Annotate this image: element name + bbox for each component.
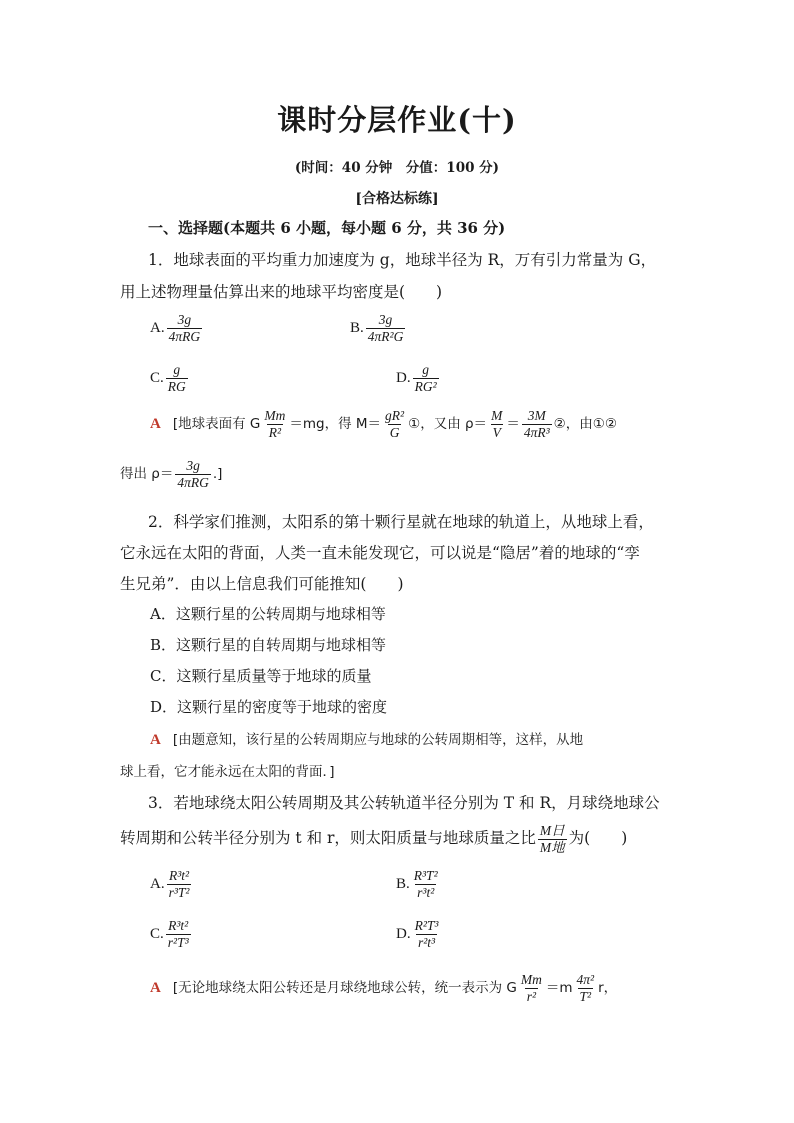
- q2-option-a: A．这颗行星的公转周期与地球相等: [150, 605, 386, 623]
- q1-option-c: [150, 362, 190, 394]
- option-fraction: $\frac{3g}{\text{4πRG}}$: [168, 312, 201, 344]
- option-fraction: $\frac{\text{R³t²}}{\text{r³T²}}$: [168, 868, 190, 900]
- q2-explanation-line1: A [由题意知，该行星的公转周期应与地球的公转周期相等，这样，从地: [150, 732, 584, 748]
- option-fraction: $\frac{\text{R³T²}}{\text{r³t²}}$: [413, 868, 438, 900]
- q1-explanation-line1: A [地球表面有 G $\frac{Mm}{\text{R²}}$ ＝mg，得 M＝ $\frac{\text{gR²}}{G}$ ①，又由 ρ＝ $\frac{M}{V}$ ＝ $\frac{3M}{\text{4πR³}}$ ②，由①②: [150, 408, 617, 440]
- option-label: B.: [396, 876, 410, 893]
- q3-option-b: [396, 868, 442, 900]
- q2-stem-line3: 生兄弟”．由以上信息我们可能推知( ): [120, 575, 404, 593]
- level-tag: [合格达标练]: [355, 191, 439, 207]
- q1-explanation-line2: 得出 ρ＝ $\frac{3g}{\text{4πRG}}$ .]: [120, 458, 223, 490]
- answer-letter: A: [150, 732, 161, 748]
- section-heading: 一、选择题(本题共 6 小题，每小题 6 分，共 36 分): [148, 219, 506, 237]
- q2-option-b: B．这颗行星的自转周期与地球相等: [150, 636, 387, 654]
- q3-stem-line2: 转周期和公转半径分别为 t 和 r，则太阳质量与地球质量之比 $\frac{\text{M日}}{\text{M地}}$ 为( ): [120, 823, 628, 855]
- option-label: C.: [150, 370, 164, 387]
- option-label: A.: [150, 320, 165, 337]
- answer-letter: A: [150, 416, 161, 433]
- q2-stem-line2: 它永远在太阳的背面，人类一直未能发现它，可以说是“隐居”着的地球的“孪: [120, 544, 640, 562]
- option-label: A.: [150, 876, 165, 893]
- q1-stem-line1: 1．地球表面的平均重力加速度为 g，地球半径为 R，万有引力常量为 G，: [148, 251, 657, 269]
- answer-letter: A: [150, 980, 161, 997]
- q1-stem-line2: 用上述物理量估算出来的地球平均密度是( ): [120, 283, 443, 301]
- q2-explanation-line2: 球上看，它才能永远在太阳的背面．]: [120, 764, 335, 780]
- q3-option-d: [396, 918, 442, 950]
- option-label: D.: [396, 926, 411, 943]
- page-title: 课时分层作业(十): [277, 103, 517, 137]
- q2-option-c: C．这颗行星质量等于地球的质量: [150, 667, 372, 685]
- time-score-info: (时间：40 分钟 分值：100 分): [294, 160, 500, 176]
- option-fraction: $\frac{g}{\text{RG²}}$: [414, 362, 437, 394]
- q3-explanation-line1: A [无论地球绕太阳公转还是月球绕地球公转，统一表示为 G $\frac{Mm}{\text{r²}}$ ＝m $\frac{\text{4π²}}{\text{T²}}$ r，: [150, 972, 618, 1004]
- option-fraction: $\frac{g}{RG}$: [167, 362, 186, 394]
- q1-option-d: [396, 362, 441, 394]
- q3-stem-line1: 3．若地球绕太阳公转周期及其公转轨道半径分别为 T 和 R，月球绕地球公: [148, 794, 660, 812]
- option-fraction: $\frac{\text{R³t²}}{\text{r²T³}}$: [167, 918, 189, 950]
- option-fraction: $\frac{\text{R²T³}}{\text{r²t³}}$: [414, 918, 439, 950]
- option-label: D.: [396, 370, 411, 387]
- q1-option-b: [350, 312, 407, 344]
- q3-option-c: [150, 918, 193, 950]
- option-label: B.: [350, 320, 364, 337]
- q2-stem-line1: 2．科学家们推测，太阳系的第十颗行星就在地球的轨道上，从地球上看，: [148, 513, 654, 531]
- option-fraction: $\frac{3g}{\text{4πR²G}}$: [367, 312, 404, 344]
- option-label: C.: [150, 926, 164, 943]
- q1-option-a: [150, 312, 204, 344]
- q3-option-a: [150, 868, 193, 900]
- q2-option-d: D．这颗行星的密度等于地球的密度: [150, 698, 388, 716]
